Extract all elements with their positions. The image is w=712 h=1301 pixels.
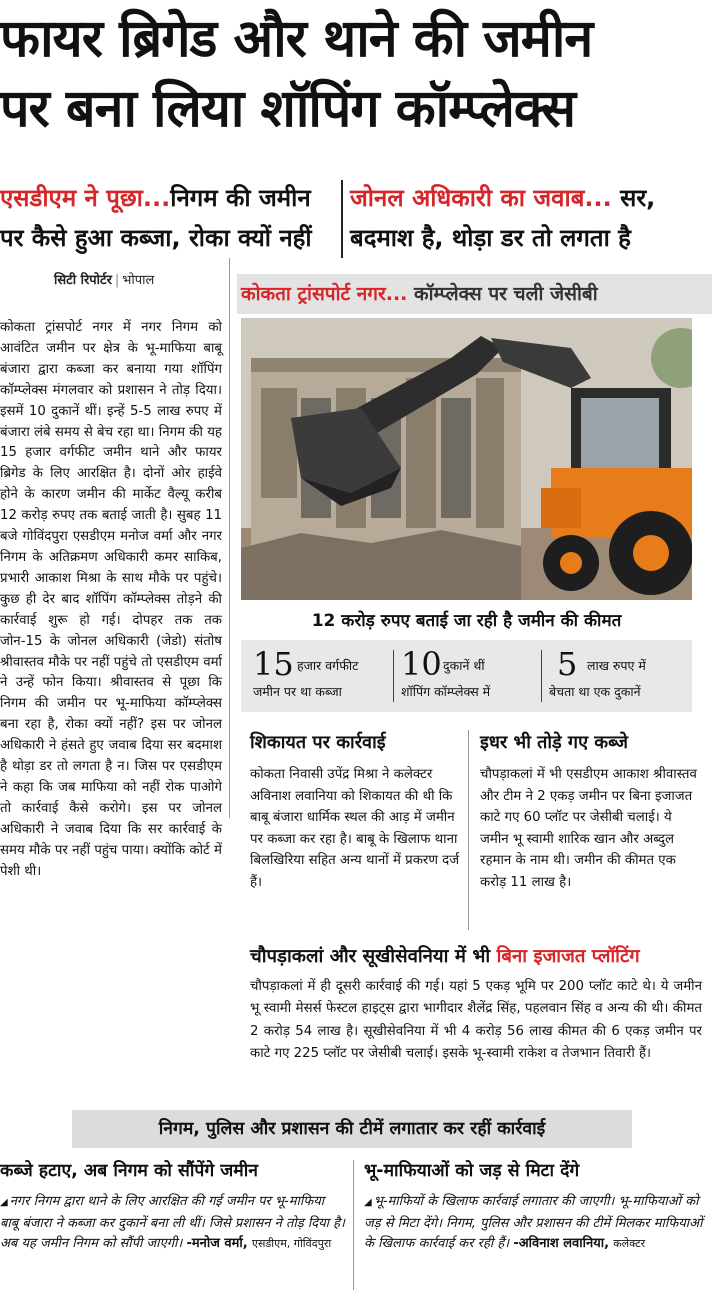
other-heading: इधर भी तोड़े गए कब्जे xyxy=(480,732,628,753)
quote-left-text: नगर निगम द्वारा थाने के लिए आरक्षित की गई जमीन पर भू-माफिया बाबू बंजारा ने कब्जा कर दुकानें बना ली थीं। जिसे प्रशासन ने तोड़ दिया है। अब यह जमीन निगम को सौंपी जाएगी। xyxy=(0,1194,345,1251)
stat-area-line2: जमीन पर था कब्जा xyxy=(253,684,342,699)
stat-area xyxy=(253,646,393,706)
triangle-icon: ◢ xyxy=(0,1197,8,1208)
quote-left xyxy=(0,1192,345,1255)
byline-reporter: सिटी रिपोर्टर xyxy=(54,273,112,288)
subhead-left-red: एसडीएम ने पूछा... xyxy=(0,184,171,212)
subhead-left-text: निगम की जमीन पर कैसे हुआ कब्जा, रोका क्यों नहीं xyxy=(0,184,312,252)
complaint-heading: शिकायत पर कार्रवाई xyxy=(250,732,386,753)
byline xyxy=(54,270,154,288)
demolition-illustration xyxy=(241,318,692,600)
quote-right xyxy=(364,1192,704,1255)
byline-city: भोपाल xyxy=(122,273,155,288)
subhead-divider xyxy=(341,180,343,258)
stat-divider-2 xyxy=(541,650,542,702)
stat-price-number: 5 xyxy=(557,645,578,683)
stat-shops-line1: दुकानें थीं xyxy=(443,658,485,673)
quote-right-name: -अविनाश लवानिया, xyxy=(513,1236,610,1251)
stat-shops xyxy=(401,646,541,706)
quote-right-heading: भू-माफियाओं को जड़ से मिटा देंगे xyxy=(364,1161,580,1181)
stat-shops-line2: शॉपिंग कॉम्प्लेक्स में xyxy=(401,684,491,699)
quote-left-heading: कब्जे हटाए, अब निगम को सौंपेंगे जमीन xyxy=(0,1161,258,1181)
headline xyxy=(0,4,712,144)
chaupda-heading-text: चौपड़ाकलां और सूखीसेवनिया में भी xyxy=(250,946,497,967)
photo-banner-text: कॉम्प्लेक्स पर चली जेसीबी xyxy=(407,283,598,305)
headline-line-2: पर बना लिया शॉपिंग कॉम्प्लेक्स xyxy=(0,79,576,139)
photo-banner-red: कोकता ट्रांसपोर्ट नगर... xyxy=(241,283,408,305)
stat-price-line2: बेचता था एक दुकानें xyxy=(549,684,641,699)
quote-left-title: एसडीएम, गोविंदपुरा xyxy=(251,1237,332,1250)
bottom-banner: निगम, पुलिस और प्रशासन की टीमें लगातार कर रहीं कार्रवाई xyxy=(72,1110,632,1148)
subhead-right-red: जोनल अधिकारी का जवाब... xyxy=(350,184,612,212)
quote-right-text: भू-माफियों के खिलाफ कार्रवाई लगातार की जाएगी। भू-माफियाओं को जड़ से मिटा देंगे। निगम, पुलिस और प्रशासन की टीमें मिलकर माफियाओं के खिलाफ कार्रवाई कर रही हैं। xyxy=(364,1194,703,1251)
complaint-text: कोकता निवासी उपेंद्र मिश्रा ने कलेक्टर अविनाश लवानिया को शिकायत की थी कि बाबू बंजारा धार्मिक स्थल की आड़ में जमीन पर कब्जा कर रहा है। बाबू के खिलाफ थाना बिलखिरिया सहित अन्य थानों में प्रकरण दर्ज हैं। xyxy=(250,767,460,890)
chaupda-text: चौपड़ाकलां में ही दूसरी कार्रवाई की गई। यहां 5 एकड़ भूमि पर 200 प्लॉट काटे थे। ये जमीन भू स्वामी मेसर्स फेस्टल हाइट्स द्वारा भागीदार शैलेंद्र सिंह, पहलवान सिंह व अन्य की थी। कीमत 2 करोड़ 54 लाख है। सूखीसेवनिया में भी 4 करोड़ 56 लाख कीमत की 6 एकड़ जमीन पर काटे गए 225 प्लॉट पर जेसीबी चलाई। इसके भू-स्वामी राकेश व तेजभान तिवारी हैं। xyxy=(250,979,702,1062)
quote-right-title: कलेक्टर xyxy=(613,1237,646,1250)
other-text: चौपड़ाकलां में भी एसडीएम आकाश श्रीवास्तव और टीम ने 2 एकड़ जमीन पर बिना इजाजत काटे गए 60 प्लॉट पर जेसीबी चलाई। ये जमीन भू स्वामी शारिक खान और अब्दुल रहमान के नाम थी। जमीन की कीमत एक करोड़ 11 लाख है। xyxy=(480,767,697,890)
triangle-icon: ◢ xyxy=(364,1197,372,1208)
stat-price-line1: लाख रुपए में xyxy=(587,658,646,673)
chaupda-heading-red: बिना इजाजत प्लॉटिंग xyxy=(496,946,640,967)
main-article: कोकता ट्रांसपोर्ट नगर में नगर निगम को आवंटित जमीन पर क्षेत्र के भू-माफिया बाबू बंजारा द्वारा कब्जा कर बनाया गया शॉपिंग कॉम्प्लेक्स मंगलवार को प्रशासन ने तोड़ दिया। इसमें 10 दुकानें थीं। इन्हें 5-5 लाख रुपए में बंजारा लंबे समय से बेच रहा था। निगम की यह 15 हजार वर्गफीट जमीन थाने और फायर ब्रिगेड के लिए आरक्षित है। दोनों ओर हाईवे होने के कारण जमीन की मार्केट वैल्यू करीब 12 करोड़ रुपए तक बताई जाती है। सुबह 11 बजे गोविंदपुरा एसडीएम मनोज वर्मा और नगर निगम के अतिक्रमण अधिकारी कमर साकिब, प्रभारी आकाश मिश्रा के साथ मौके पर पहुंचे। कुछ ही देर बाद शॉपिंग कॉम्प्लेक्स तोड़ने की कार्रवाई शुरू हो गई। दोपहर तक तक जोन-15 के जोनल अधिकारी (जेडो) संतोष श्रीवास्तव मौके पर नहीं पहुंचे तो एसडीएम वर्मा ने उन्हें फोन किया। श्रीवास्तव से पूछा कि निगम की जमीन पर भू-माफिया कॉम्प्लेक्स बना रहा है, रोका क्यों नहीं? इस पर जोनल अधिकारी ने हंसते हुए जवाब दिया सर बदमाश है थोड़ा डर तो लगता है न। जिस पर एसडीएम ने कहा कि जब माफिया को नहीं रोक पाओगे तो कार्रवाई कैसे करोगे। इस पर जोनल अधिकारी ने जवाब दिया कि सर कार्रवाई के समय मौके पर नहीं पहुंच पाया। क्योंकि कोर्ट में पेशी थी। xyxy=(0,320,222,879)
photo-caption: 12 करोड़ रुपए बताई जा रही है जमीन की कीमत xyxy=(311,611,622,631)
subhead-right xyxy=(350,178,712,258)
stat-area-line1: हजार वर्गफीट xyxy=(297,658,359,673)
stat-divider-1 xyxy=(393,650,394,702)
byline-separator: | xyxy=(114,273,120,288)
middle-divider xyxy=(468,730,469,930)
stat-shops-number: 10 xyxy=(401,645,442,683)
chaupda-heading xyxy=(250,940,712,974)
subhead-left xyxy=(0,178,340,258)
bottom-divider xyxy=(353,1160,354,1290)
column-divider xyxy=(229,258,230,818)
headline-line-1: फायर ब्रिगेड और थाने की जमीन xyxy=(0,9,593,69)
photo-banner xyxy=(237,274,712,314)
stats-strip xyxy=(241,640,692,712)
quote-left-name: -मनोज वर्मा, xyxy=(186,1236,248,1251)
stat-area-number: 15 xyxy=(253,645,294,683)
demolition-photo xyxy=(241,318,692,600)
stat-price xyxy=(549,645,692,706)
subhead-right-text: सर, बदमाश है, थोड़ा डर तो लगता है xyxy=(350,184,656,252)
